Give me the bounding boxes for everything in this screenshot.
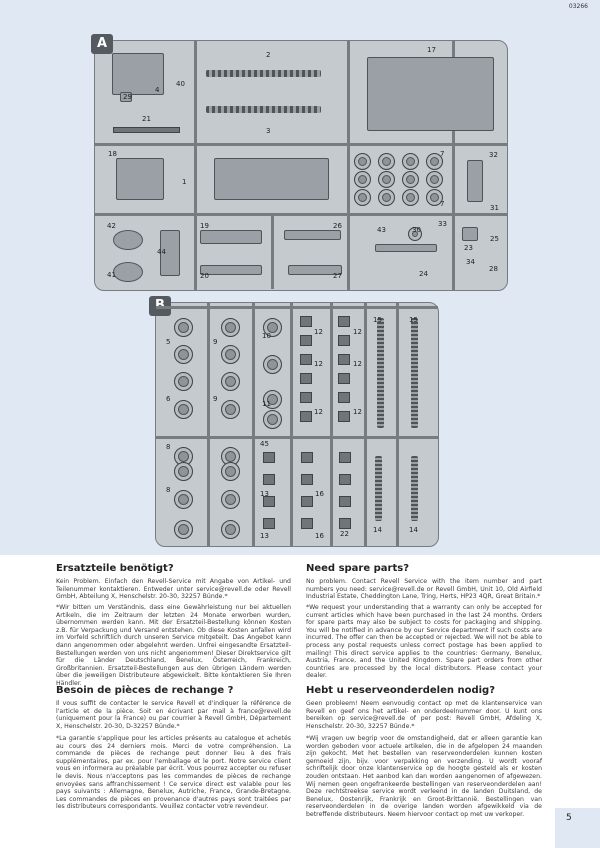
road-wheel-part [174, 372, 193, 391]
part-number-label: 12 [353, 408, 362, 416]
part-number-label: 14 [373, 526, 382, 534]
side-plate-part [116, 158, 164, 200]
road-wheel-part [174, 462, 193, 481]
part-number-label: 12 [353, 328, 362, 336]
track-link-part [338, 411, 350, 422]
road-wheel-part [221, 520, 240, 539]
road-wheel-part [378, 171, 395, 188]
road-wheel-part [263, 410, 282, 429]
road-wheel-part [221, 372, 240, 391]
heading-nl: Hebt u reserveonderdelen nodig? [306, 685, 495, 696]
sprue-a-letter: A [91, 34, 113, 54]
road-wheel-part [174, 345, 193, 364]
track-link-part [300, 354, 312, 365]
road-wheel-part [221, 318, 240, 337]
part-number-label: 10 [262, 332, 271, 340]
paragraph-fr-warranty: *La garantie s'applique pour les articles présents au catalogue et achetés au cours des 24 derniers mois. Merci de votre compréhension. La commande de pièces de rechange peut donner lieu à des frais supplémentaires, par ex. pour l'emballage et le port. Notre service client vous en informera au préalable par écrit. Vous pourrez accepter ou refuser le devis. Nous n'acceptons pas les commandes de pièces de rechange envoyées sans affranchissement ! Ce service direct est valable pour les pays suivants : Allemagne, Benelux, Autriche, France, Grande-Bretagne. Les commandes de pièces en provenance d'autres pays sont traitées par les distributeurs correspondants. Veuillez contacter votre revendeur. [56, 735, 291, 811]
heading-de: Ersatzteile benötigt? [56, 563, 174, 574]
part-number-label: 22 [340, 530, 349, 538]
paragraph-en-intro: No problem. Contact Revell Service with the item number and part numbers you need: service@revell.de or Revell GmbH, Unit 10, Old Airfield Industrial Estate, Cheddington Lane, Tring, Herts, HP23 4QR, Great Britain.* [306, 578, 542, 601]
track-link-part [301, 518, 313, 529]
part-number-label: 12 [353, 360, 362, 368]
heading-en: Need spare parts? [306, 563, 409, 574]
small-box-part [462, 227, 478, 241]
road-wheel-part [378, 189, 395, 206]
deck-part [214, 158, 329, 200]
page-code: 03266 [568, 3, 588, 10]
part-number-label: 41 [107, 271, 116, 279]
road-wheel-part [221, 345, 240, 364]
page-number-box [555, 808, 600, 848]
part-number-label: 29 [123, 93, 132, 101]
road-wheel-part [426, 171, 443, 188]
part-number-label: 45 [260, 440, 269, 448]
part-number-label: 17 [427, 46, 436, 54]
track-link-part [300, 411, 312, 422]
bracket-part [200, 230, 262, 244]
page-number: 5 [566, 813, 572, 823]
part-number-label: 33 [438, 220, 447, 228]
paragraph-nl-intro: Geen probleem! Neem eenvoudig contact op met de klantenservice van Revell en geef ons het artikel- en onderdeelnummer door. U kunt ons bereiken op service@revell.de of per post: Revell GmbH, Afdeling X, Henschelstr. 20-30, 32257 Bünde.* [306, 700, 542, 730]
track-link-part [338, 354, 350, 365]
road-wheel-part [378, 153, 395, 170]
part-number-label: 1 [182, 178, 187, 186]
sprue-runner [364, 303, 367, 546]
part-number-label: 11 [262, 400, 271, 408]
road-wheel-part [354, 189, 371, 206]
part-number-label: 12 [314, 360, 323, 368]
track-link-part [338, 373, 350, 384]
mantlet-part [113, 230, 143, 250]
sprue-runner [347, 41, 350, 290]
part-number-label: 42 [107, 222, 116, 230]
part-number-label: 23 [464, 244, 473, 252]
part-number-label: 26 [333, 222, 342, 230]
track-run-part [375, 456, 382, 521]
paragraph-de-warranty: *Wir bitten um Verständnis, dass eine Gewährleistung nur bei aktuellen Artikeln, die im Zeitraum der letzten 24 Monate erworben wurden, übernommen werden kann. Mit der Ersatzteil-Bestellung können Kosten z.B. für Verpackung und Versand entstehen. Ob diese Kosten anfallen wird im Vorfeld schriftlich durch unseren Service mitgeteilt. Das Angebot kann dann angenommen oder abgelehnt werden. Unfrei eingesandte Ersatzteil-Bestellungen werden von uns nicht angenommen! Dieser Direktservice gilt für die Länder Deutschland, Benelux, Österreich, Frankreich, Großbritannien. Ersatzteil-Bestellungen aus den übrigen Ländern werden über die jeweiligen Distributeure abgewickelt. Bitte kontaktieren Sie Ihren Händler. [56, 604, 291, 687]
part-number-label: 13 [260, 532, 269, 540]
paragraph-en-warranty: *We request your understanding that a warranty can only be accepted for current articles which have been purchased in the last 24 months. Orders for spare parts may also be subject to costs for packaging and shipping. You will be notified in advance by our Service department if such costs are incurred. The offer can then be accepted or rejected. We will not be able to process any postal requests unless correct postage has been applied to mailing! This direct service applies to the countries: Germany, Benelux, Austria, France, and the United Kingdom. Spare part orders from other countries are processed by the local distributors. Please contact your dealer. [306, 604, 542, 680]
part-number-label: 28 [489, 265, 498, 273]
track-link-part [339, 474, 351, 485]
part-number-label: 34 [466, 258, 475, 266]
part-number-label: 32 [489, 151, 498, 159]
bracket-part [200, 265, 262, 275]
sprue-runner [290, 303, 293, 546]
paragraph-nl-warranty: *Wij vragen uw begrip voor de omstandigheid, dat er alleen garantie kan worden geboden voor actuele artikelen, die in de afgelopen 24 maanden zijn gekocht. Met het bestellen van reserveonderdelen kunnen kosten gemoeid zijn, bijv. voor verpakking en verzending. U wordt vooraf schriftelijk door onze klantenservice op de hoogte gesteld als er kosten zouden ontstaan. Het aanbod kan dan worden aangenomen of afgewezen. Wij nemen geen ongefrankeerde bestellingen van reserveonderdelen aan! Deze rechtstreekse service wordt verleend in de landen Duitsland, de Benelux, Oostenrijk, Frankrijk en Groot-Brittannië. Bestellingen van reserveonderdelen in de overige landen worden afgewikkeld via de betreffende distributeurs. Neem hiervoor contact op met uw verkoper. [306, 735, 542, 818]
part-number-label: 3 [266, 127, 271, 135]
track-link-part [263, 518, 275, 529]
part-number-label: 44 [157, 248, 166, 256]
road-wheel-part [174, 520, 193, 539]
paragraph-de-intro: Kein Problem. Einfach den Revell-Service mit Angabe von Artikel- und Teilenummer kontaktieren. Entweder unter service@revell.de oder Revell GmbH, Abteilung X, Henschelstr. 20-30, 32257 Bünde.* [56, 578, 291, 601]
track-link-part [301, 452, 313, 463]
part-number-label: 20 [200, 272, 209, 280]
part-number-label: 18 [108, 150, 117, 158]
part-number-label: 9 [213, 338, 218, 346]
part-number-label: 24 [419, 270, 428, 278]
part-number-label: 7 [440, 150, 445, 158]
part-number-label: 16 [315, 532, 324, 540]
track-run-part [377, 318, 384, 428]
part-number-label: 6 [166, 395, 171, 403]
part-number-label: 31 [490, 204, 499, 212]
part-number-label: 25 [490, 235, 499, 243]
sprue-runner [95, 213, 507, 216]
road-wheel-part [354, 171, 371, 188]
part-number-label: 8 [166, 486, 171, 494]
road-wheel-part [402, 189, 419, 206]
gun-barrel-part [375, 244, 437, 252]
sprue-runner [194, 41, 197, 290]
track-link-part [301, 474, 313, 485]
track-link-part [338, 335, 350, 346]
sprue-runner [207, 303, 210, 546]
track-run-part [206, 70, 321, 77]
part-number-label: 12 [314, 328, 323, 336]
track-link-part [263, 474, 275, 485]
part-number-label: 19 [200, 222, 209, 230]
part-number-label: 5 [166, 338, 171, 346]
heading-fr: Besoin de pièces de rechange ? [56, 685, 234, 696]
road-wheel-part [174, 400, 193, 419]
lower-hull-part [367, 57, 494, 131]
road-wheel-part [221, 462, 240, 481]
road-wheel-part [263, 355, 282, 374]
track-link-part [338, 392, 350, 403]
paragraph-fr-intro: Il vous suffit de contacter le service Revell et d'indiquer la référence de l'article et de la pièce. Soit en écrivant par mail à france@revell.de (uniquement pour la France) ou par courrier à Revell GmbH, Département X, Henschelstr. 20-30, D-32257 Bünde.* [56, 700, 291, 730]
part-number-label: 7 [440, 200, 445, 208]
track-link-part [339, 518, 351, 529]
small-box-part [467, 160, 483, 202]
track-link-part [263, 452, 275, 463]
track-link-part [301, 496, 313, 507]
part-number-label: 15 [373, 316, 382, 324]
track-link-part [300, 392, 312, 403]
track-link-part [300, 373, 312, 384]
part-number-label: 9 [213, 395, 218, 403]
sprue-runner [396, 303, 399, 546]
part-number-label: 27 [333, 272, 342, 280]
sprue-runner [95, 143, 507, 146]
road-wheel-part [174, 490, 193, 509]
part-number-label: 13 [260, 490, 269, 498]
track-link-part [300, 335, 312, 346]
part-number-label: 16 [315, 490, 324, 498]
part-number-label: 2 [266, 51, 271, 59]
road-wheel-part [402, 153, 419, 170]
part-number-label: 15 [409, 316, 418, 324]
track-link-part [339, 452, 351, 463]
part-number-label: 12 [314, 408, 323, 416]
part-number-label: 40 [176, 80, 185, 88]
track-run-part [206, 106, 321, 113]
track-link-part [300, 316, 312, 327]
road-wheel-part [354, 153, 371, 170]
road-wheel-part [174, 318, 193, 337]
part-number-label: 21 [142, 115, 151, 123]
track-link-part [339, 496, 351, 507]
sprue-runner [271, 214, 274, 289]
track-link-part [338, 316, 350, 327]
bar-part [284, 230, 341, 240]
road-wheel-part [221, 490, 240, 509]
track-run-part [411, 318, 418, 428]
track-run-part [411, 456, 418, 521]
rod-part [113, 127, 180, 133]
sprue-runner [252, 303, 255, 546]
mantlet-part [113, 262, 143, 282]
part-number-label: 43 [377, 226, 386, 234]
part-number-label: 14 [409, 526, 418, 534]
road-wheel-part [402, 171, 419, 188]
part-number-label: 8 [166, 443, 171, 451]
part-number-label: 30 [412, 226, 421, 234]
road-wheel-part [221, 400, 240, 419]
part-number-label: 4 [155, 86, 160, 94]
sprue-runner [330, 303, 333, 546]
